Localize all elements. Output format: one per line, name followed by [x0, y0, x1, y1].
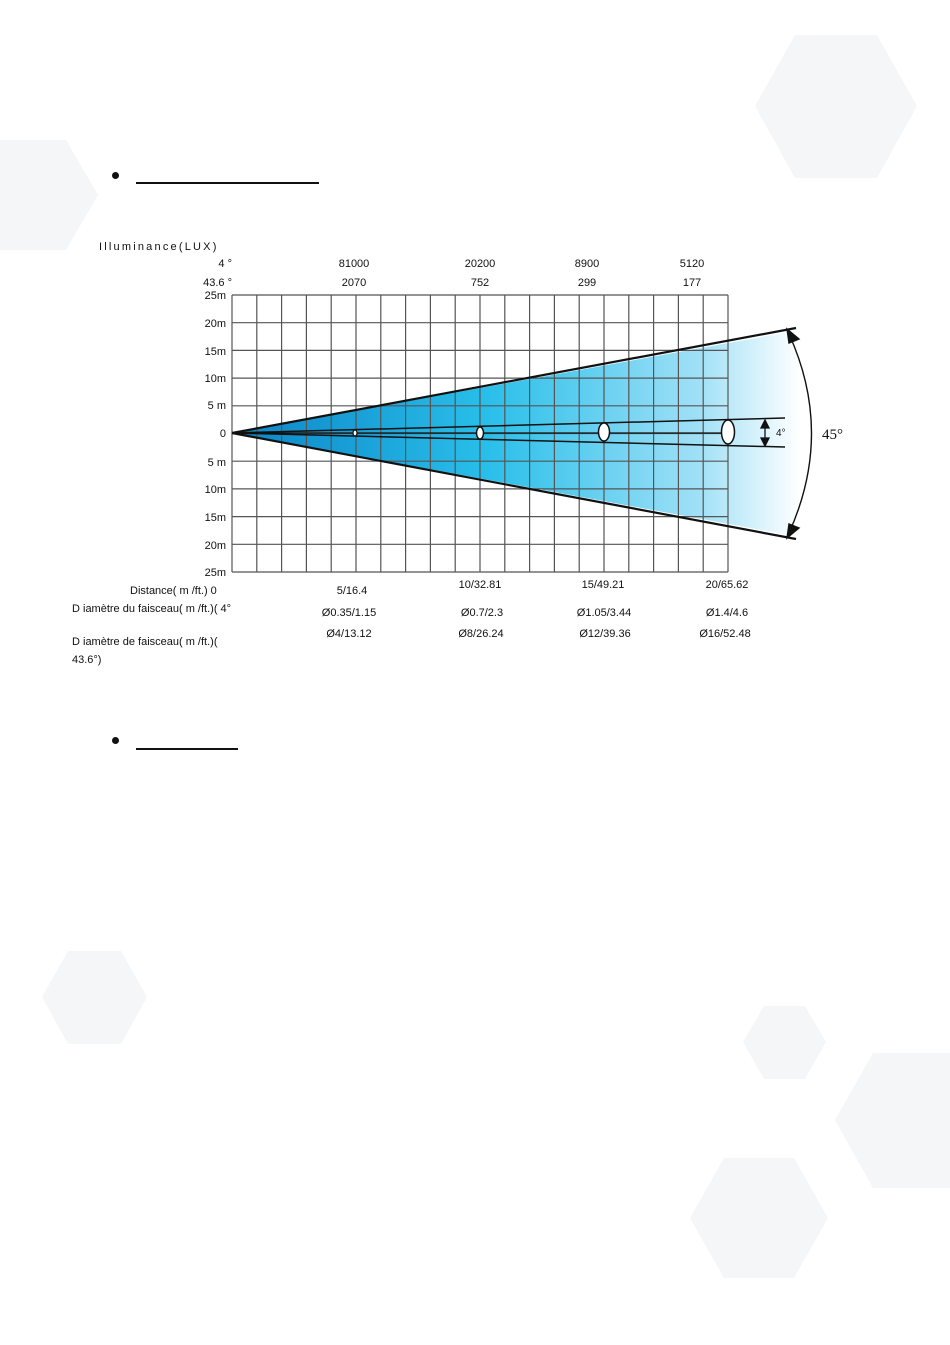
y-tick-label: 10m	[204, 484, 226, 496]
wide-angle-label: 45°	[822, 427, 843, 443]
beam-diameter-4-label: D iamètre du faisceau( m /ft.)( 4°	[72, 603, 232, 615]
angle-label-43: 43.6 °	[203, 277, 232, 289]
y-tick-label: 25m	[204, 290, 226, 302]
beam-diameter-43-label-cont: 43.6°)	[72, 654, 102, 666]
section-bullet	[112, 737, 119, 744]
lux-4-value: 20200	[464, 258, 496, 270]
distance-value: 15/49.21	[581, 579, 625, 591]
lux-43-value: 2070	[341, 277, 367, 289]
y-tick-label: 15m	[204, 512, 226, 524]
beam-diameter-43-label: D iamètre de faisceau( m /ft.)(	[72, 636, 218, 648]
illuminance-label: Illuminance(LUX)	[99, 241, 219, 253]
beam-diameter-4-value: Ø0.7/2.3	[460, 607, 504, 619]
beam-diameter-4-value: Ø1.05/3.44	[576, 607, 632, 619]
lux-4-value: 5120	[679, 258, 705, 270]
y-tick-label: 25m	[204, 567, 226, 579]
beam-spot	[353, 430, 357, 436]
lux-4-value: 81000	[338, 258, 370, 270]
beam-diameter-43-value: Ø4/13.12	[326, 628, 372, 640]
beam-spot	[599, 423, 610, 441]
lux-43-value: 299	[577, 277, 597, 289]
angle-label-4: 4 °	[218, 258, 232, 270]
narrow-angle-label: 4°	[776, 428, 786, 439]
decorative-hexagon	[743, 1006, 826, 1079]
lux-43-value: 177	[682, 277, 702, 289]
beam-diameter-4-value: Ø0.35/1.15	[321, 607, 377, 619]
beam-diameter-4-value: Ø1.4/4.6	[705, 607, 749, 619]
decorative-hexagon	[835, 1053, 950, 1188]
beam-spot	[722, 420, 735, 444]
y-tick-label: 15m	[204, 346, 226, 358]
y-tick-label: 20m	[204, 318, 226, 330]
decorative-hexagon	[42, 951, 147, 1044]
beam-diameter-43-value: Ø16/52.48	[699, 628, 751, 640]
lux-4-value: 8900	[574, 258, 600, 270]
distance-value: 5/16.4	[336, 585, 368, 597]
y-tick-label: 5 m	[207, 400, 226, 412]
beam-diameter-43-value: Ø8/26.24	[458, 628, 504, 640]
section-heading-underline	[136, 748, 238, 750]
lux-43-value: 752	[470, 277, 490, 289]
distance-value: 20/65.62	[705, 579, 749, 591]
y-tick-label: 5 m	[207, 457, 226, 469]
decorative-hexagon	[690, 1158, 828, 1278]
beam-spot	[477, 427, 484, 439]
distance-label: Distance( m /ft.) 0	[130, 585, 217, 597]
beam-diameter-43-value: Ø12/39.36	[579, 628, 631, 640]
distance-value: 10/32.81	[458, 579, 502, 591]
y-tick-label: 20m	[204, 540, 226, 552]
y-tick-label: 0	[219, 428, 226, 440]
y-tick-label: 10m	[204, 373, 226, 385]
